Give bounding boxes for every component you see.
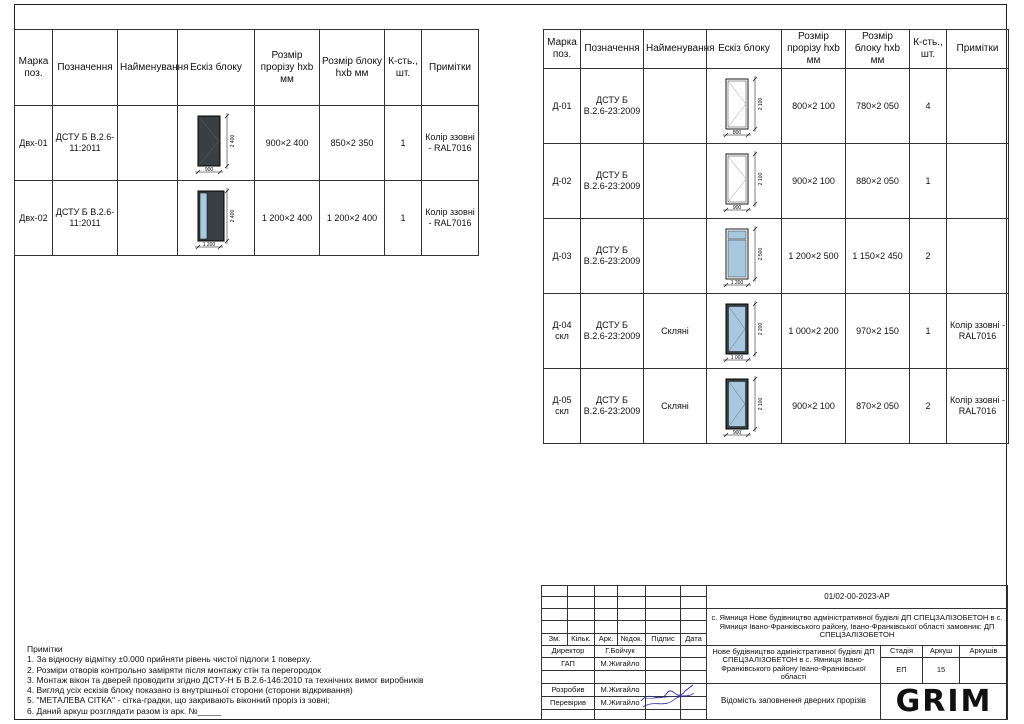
cell-opening-size: 1 200×2 500 (782, 219, 846, 294)
staff-name: М.Жигайло (594, 683, 646, 697)
cell-name: Скляні (644, 369, 707, 444)
cell-notes: Колір ззовні - RAL7016 (947, 369, 1009, 444)
cell-mark: Д-04 скл (544, 294, 581, 369)
width-dimension-label: 800 (732, 130, 742, 136)
cell-notes: Колір ззовні - RAL7016 (422, 181, 479, 256)
cell-block-size: 970×2 150 (846, 294, 910, 369)
width-dimension-label: 1 200 (730, 280, 744, 286)
cell-designation: ДСТУ Б В.2.6-11:2011 (53, 106, 118, 181)
door-sketch (716, 373, 772, 439)
door-leaf (198, 116, 220, 166)
door-sketch (716, 73, 772, 139)
header-name: Найменування (644, 30, 707, 69)
height-dimension-label: 2 400 (230, 209, 236, 223)
cell-notes (947, 69, 1009, 144)
table-row (544, 369, 1009, 444)
staff-name: Г.Бойчук (594, 645, 646, 658)
table-header-row (15, 30, 479, 106)
width-dimension-label: 900 (732, 205, 742, 211)
cell-quantity: 1 (385, 106, 422, 181)
header-block-size: Розмір блоку hxb мм (320, 30, 385, 106)
staff-role: ГАП (541, 657, 595, 671)
staff-role: Розробив (541, 683, 595, 697)
logo-text: GRIM (895, 684, 993, 719)
cell-block-size: 880×2 050 (846, 144, 910, 219)
cell-block-size: 870×2 050 (846, 369, 910, 444)
cell-block-size: 1 150×2 450 (846, 219, 910, 294)
right-spec-table (543, 29, 1009, 444)
cell-quantity: 1 (910, 294, 947, 369)
cell-block-size: 780×2 050 (846, 69, 910, 144)
col-doc: №док. (617, 633, 646, 646)
cell-quantity: 1 (910, 144, 947, 219)
col-date: Дата (680, 633, 707, 646)
staff-role: Директор (541, 645, 595, 658)
header-block-size: Розмір блоку hxb мм (846, 30, 910, 69)
cell-name (644, 219, 707, 294)
door-sketch (716, 298, 772, 364)
height-dimension-label: 2 500 (758, 247, 764, 261)
cell-name (118, 181, 178, 256)
header-quantity: К-сть., шт. (910, 30, 947, 69)
table-row (544, 294, 1009, 369)
width-dimension-label: 1 000 (730, 355, 744, 361)
left-spec-table (14, 29, 479, 256)
door-sketch (716, 148, 772, 214)
cell-notes (947, 144, 1009, 219)
cell-designation: ДСТУ Б В.2.6-23:2009 (581, 219, 644, 294)
table-row (544, 219, 1009, 294)
table-row (15, 181, 479, 256)
door-sketch (716, 223, 772, 289)
header-sketch: Ескіз блоку (178, 30, 255, 106)
note-item: 1. За відносну відмітку ±0.000 прийняти рівень чистої підлоги 1 поверху. (27, 654, 312, 665)
stage-value: ЕП (880, 657, 923, 684)
cell-mark: Д-05 скл (544, 369, 581, 444)
drawing-code: 01/02-00-2023-АР (706, 585, 1008, 609)
cell-designation: ДСТУ Б В.2.6-23:2009 (581, 369, 644, 444)
staff-role: Перевірив (541, 696, 595, 710)
table-row (544, 69, 1009, 144)
door-glass (729, 307, 746, 352)
height-dimension-label: 2 200 (758, 322, 764, 336)
cell-sketch (707, 369, 782, 444)
note-item: 2. Розміри отворів контрольно заміряти після монтажу стін та перегородок (27, 664, 322, 675)
door-glass (729, 382, 746, 427)
cell-opening-size: 1 000×2 200 (782, 294, 846, 369)
door-glass (728, 240, 746, 277)
header-notes: Примітки (422, 30, 479, 106)
cell-name (644, 69, 707, 144)
header-designation: Позначення (53, 30, 118, 106)
cell-designation: ДСТУ Б В.2.6-23:2009 (581, 144, 644, 219)
height-dimension-label: 2 400 (230, 134, 236, 148)
cell-opening-size: 900×2 400 (255, 106, 320, 181)
sheets-label: Аркушів (959, 645, 1008, 658)
cell-notes (947, 219, 1009, 294)
title-block (541, 585, 1008, 720)
header-sketch: Ескіз блоку (707, 30, 782, 69)
staff-name: М.Жигайло (594, 696, 646, 710)
header-opening-size: Розмір прорізу hxb мм (255, 30, 320, 106)
signature-image (637, 679, 697, 713)
sheet-value: 15 (922, 657, 960, 684)
cell-mark: Д-01 (544, 69, 581, 144)
object-name: Нове будівництво адміністративної будівлі ДП СПЕЦЗАЛІЗОБЕТОН в с. Ямниця Івано-Франківського району Івано-Франківської області (706, 645, 881, 684)
cell-sketch (707, 144, 782, 219)
height-dimension-label: 2 100 (758, 97, 764, 111)
cell-name (118, 106, 178, 181)
cell-opening-size: 1 200×2 400 (255, 181, 320, 256)
table-row (15, 106, 479, 181)
cell-sketch (707, 294, 782, 369)
width-dimension-label: 1 200 (202, 242, 216, 248)
general-notes (27, 644, 497, 716)
table-header-row (544, 30, 1009, 69)
sheets-value (959, 657, 1008, 684)
sheet-label: Аркуш (922, 645, 960, 658)
width-dimension-label: 900 (204, 167, 214, 173)
header-mark: Марка поз. (544, 30, 581, 69)
cell-quantity: 2 (910, 369, 947, 444)
cell-sketch (178, 181, 255, 256)
cell-name: Скляні (644, 294, 707, 369)
cell-notes: Колір ззовні - RAL7016 (947, 294, 1009, 369)
col-count: Кільк. (567, 633, 595, 646)
door-leaf (726, 154, 748, 204)
cell-block-size: 1 200×2 400 (320, 181, 385, 256)
height-dimension-label: 2 100 (758, 172, 764, 186)
cell-mark: Двх-01 (15, 106, 53, 181)
cell-sketch (707, 219, 782, 294)
sheet-title: Відомість заповнення дверних прорізів (706, 683, 881, 720)
cell-opening-size: 800×2 100 (782, 69, 846, 144)
header-quantity: К-сть., шт. (385, 30, 422, 106)
header-mark: Марка поз. (15, 30, 53, 106)
cell-notes: Колір ззовні - RAL7016 (422, 106, 479, 181)
door-leaf (726, 79, 748, 129)
cell-quantity: 4 (910, 69, 947, 144)
project-description: с. Ямниця Нове будівництво адміністративної будівлі ДП СПЕЦЗАЛІЗОБЕТОН в с. Ямниця Івано-Франківського району, Івано-Франківської області замовник: ДП СПЕЦЗАЛІЗОБЕТОН (706, 608, 1008, 646)
cell-sketch (178, 106, 255, 181)
cell-mark: Д-02 (544, 144, 581, 219)
cell-designation: ДСТУ Б В.2.6-23:2009 (581, 294, 644, 369)
header-designation: Позначення (581, 30, 644, 69)
cell-opening-size: 900×2 100 (782, 369, 846, 444)
transom-glass (728, 231, 746, 239)
cell-name (644, 144, 707, 219)
sidelight-glass (200, 193, 207, 239)
note-item: 4. Вигляд усіх ескізів блоку показано із внутрішньої сторони (сторони відкривання) (27, 685, 353, 696)
note-item: 3. Монтаж вікон та дверей проводити згідно ДСТУ-Н Б В.2.6-146:2010 та технічних вимог виробників (27, 674, 424, 685)
note-item: 5. "МЕТАЛЕВА СІТКА" - сітка-градки, що закривають віконний проріз із зовні; (27, 695, 330, 706)
cell-designation: ДСТУ Б В.2.6-11:2011 (53, 181, 118, 256)
company-logo (880, 683, 1008, 720)
notes-title: Примітки (27, 644, 63, 654)
header-notes: Примітки (947, 30, 1009, 69)
note-item: 6. Даний аркуш розглядати разом із арк. №_____ (27, 705, 222, 716)
header-opening-size: Розмір прорізу hxb мм (782, 30, 846, 69)
cell-sketch (707, 69, 782, 144)
header-name: Найменування (118, 30, 178, 106)
cell-quantity: 1 (385, 181, 422, 256)
cell-mark: Двх-02 (15, 181, 53, 256)
door-sketch (188, 185, 244, 251)
cell-opening-size: 900×2 100 (782, 144, 846, 219)
height-dimension-label: 2 100 (758, 397, 764, 411)
table-row (544, 144, 1009, 219)
cell-block-size: 850×2 350 (320, 106, 385, 181)
col-signature: Підпис (645, 633, 681, 646)
cell-mark: Д-03 (544, 219, 581, 294)
cell-quantity: 2 (910, 219, 947, 294)
staff-name: М.Жигайло (594, 657, 646, 671)
col-change: Зм. (541, 633, 568, 646)
width-dimension-label: 900 (732, 430, 742, 436)
col-sheet: Арк. (594, 633, 618, 646)
cell-designation: ДСТУ Б В.2.6-23:2009 (581, 69, 644, 144)
stage-label: Стадія (880, 645, 923, 658)
door-sketch (188, 110, 244, 176)
